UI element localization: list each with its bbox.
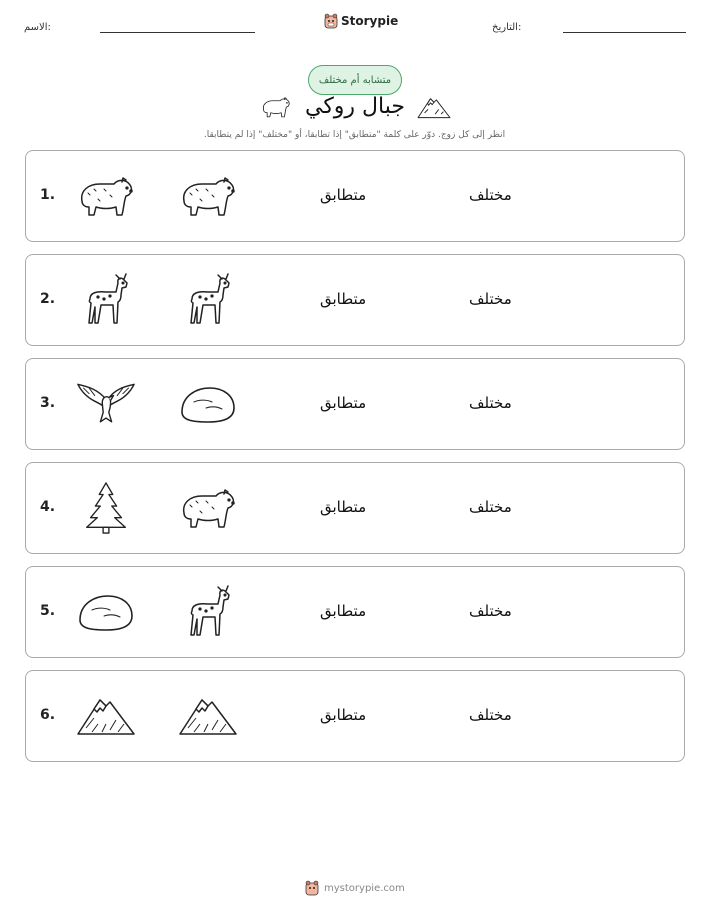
- same-option[interactable]: متطابق: [320, 394, 367, 412]
- same-option[interactable]: متطابق: [320, 706, 367, 724]
- different-option[interactable]: مختلف: [469, 290, 512, 308]
- same-option[interactable]: متطابق: [320, 186, 367, 204]
- date-label: التاريخ:: [492, 22, 522, 33]
- footer: [305, 880, 405, 896]
- row-number: 3.: [40, 395, 56, 411]
- bear-icon: [178, 169, 238, 223]
- exercise-row: [25, 150, 685, 242]
- bear-icon: [260, 94, 292, 120]
- different-option[interactable]: مختلف: [469, 186, 512, 204]
- eagle-icon: [76, 377, 136, 431]
- pine-tree-icon: [76, 481, 136, 535]
- rock-icon: [178, 377, 238, 431]
- different-option[interactable]: مختلف: [469, 394, 512, 412]
- name-label: الاسم:: [24, 22, 51, 33]
- exercise-row: [25, 254, 685, 346]
- different-option[interactable]: مختلف: [469, 706, 512, 724]
- instructions: انظر إلى كل زوج. دوّر على كلمة "متطابق" إذا تطابقا، أو "مختلف" إذا لم يتطابقا.: [203, 130, 506, 140]
- footer-url: mystorypie.com: [324, 882, 405, 894]
- mountain-icon: [178, 689, 238, 743]
- row-number: 4.: [40, 499, 56, 515]
- row-number: 5.: [40, 603, 56, 619]
- page-title: جبال روكي: [305, 94, 405, 119]
- deer-icon: [178, 585, 238, 639]
- different-option[interactable]: مختلف: [469, 602, 512, 620]
- storypie-mascot-icon: [324, 13, 338, 29]
- same-option[interactable]: متطابق: [320, 498, 367, 516]
- same-option[interactable]: متطابق: [320, 290, 367, 308]
- exercise-row: [25, 462, 685, 554]
- exercise-row: [25, 670, 685, 762]
- bear-icon: [76, 169, 136, 223]
- mountain-icon: [416, 94, 452, 120]
- date-line[interactable]: [563, 32, 686, 33]
- row-number: 1.: [40, 187, 56, 203]
- deer-icon: [76, 273, 136, 327]
- title-row: [0, 92, 709, 128]
- worksheet-type-badge: متشابه أم مختلف: [308, 65, 402, 95]
- exercise-row: [25, 358, 685, 450]
- different-option[interactable]: مختلف: [469, 498, 512, 516]
- row-number: 2.: [40, 291, 56, 307]
- same-option[interactable]: متطابق: [320, 602, 367, 620]
- brand-logo: [324, 13, 398, 29]
- exercise-row: [25, 566, 685, 658]
- name-line[interactable]: [100, 32, 255, 33]
- rock-icon: [76, 585, 136, 639]
- deer-icon: [178, 273, 238, 327]
- storypie-mascot-icon: [305, 880, 319, 896]
- bear-icon: [178, 481, 238, 535]
- brand-name: Storypie: [341, 14, 399, 28]
- mountain-icon: [76, 689, 136, 743]
- row-number: 6.: [40, 707, 56, 723]
